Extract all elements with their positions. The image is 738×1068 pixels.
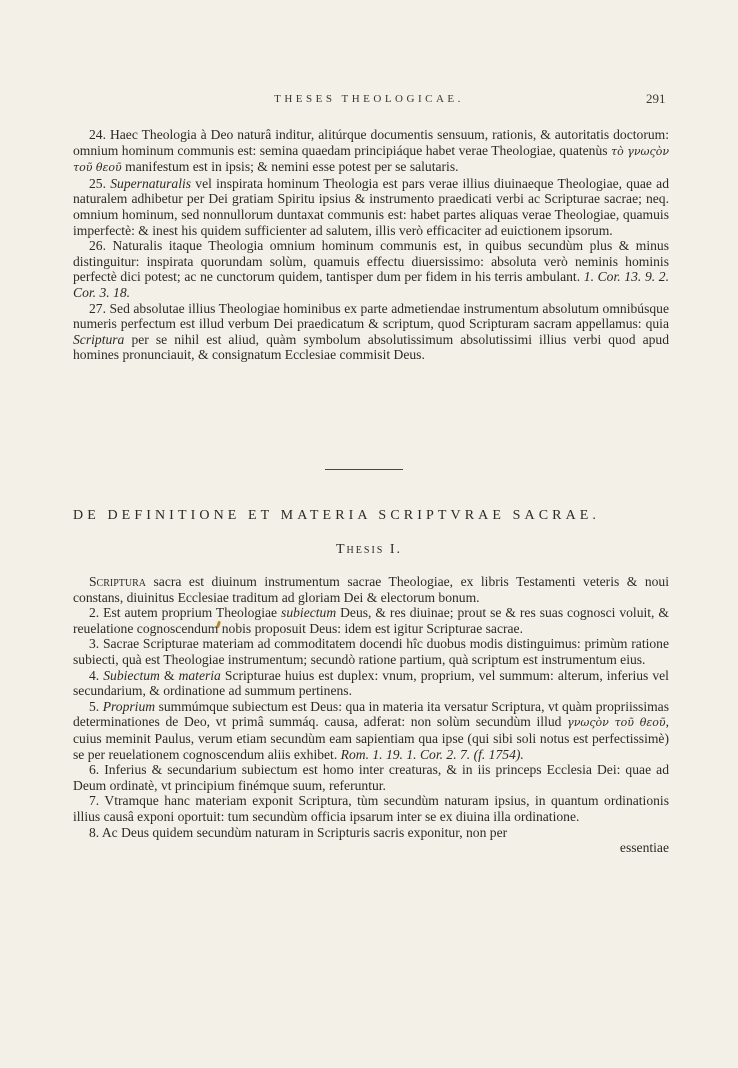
thesis-I-4-text: Scripturae huius est duplex: vnum, proprium, vel summum: alterum, inferius vel secundarium, & ordinatione ad summum pertinens. — [73, 667, 669, 699]
thesis-24-text-a: 24. Haec Theologia à Deo naturâ inditur, alitúrque documentis sensuum, rationis, & autoritatis doctorum: omnium hominum communis est: semina quaedam principiáque habet verae Theologiae, quatenùs — [73, 127, 669, 158]
thesis-25-number: 25. — [89, 175, 106, 191]
thesis-I-4 — [73, 668, 669, 699]
thesis-I-1-lead: Scriptura — [89, 574, 147, 589]
running-head: THESES THEOLOGICAE. — [274, 93, 464, 105]
thesis-27-text-b: per se nihil est aliud, quàm symbolum absolutissimum absolutissimi illius verbi quod apud homines pronunciauit, & consignatum Ecclesiae commisit Deus. — [73, 331, 669, 363]
thesis-I-2-text-b: Deus, & res diuinae; prout se & res suas cognosci voluit, & reuelatione cognoscendum nobis proposuit Deus: idem est igitur Scripturae sacrae. — [73, 605, 669, 636]
thesis-25-text: vel inspirata hominum Theologia est pars verae illius diuinaeque Theologiae, quae ad naturalem adhibetur per Dei gratiam Spiritu ipsius & instrumento praedicati verbi ac Scripturae sacrae; neq. omnium hominum, sed nonnullorum duntaxat communis est: habet partes aliquas verae Theologiae, quamuis imperfectè: & inest his quidem sufficienter ad salutem, illis verò efficaciter ad euictionem ipsorum. — [73, 175, 669, 238]
thesis-I-4-italic-2: materia — [178, 667, 221, 683]
thesis-I-3: 3. Sacrae Scripturae materiam ad commoditatem docendi hîc duobus modis distinguimus: primùm ratione subiecti, quà est Theologiae instrumentum; secundò ratione partium, quà scriptum est instrumentum eius. — [73, 636, 669, 667]
section-divider — [325, 469, 403, 470]
thesis-I-7: 7. Vtramque hanc materiam exponit Scriptura, tùm secundùm naturam ipsius, in quantum ordinationis illius causâ exponi oportuit: tum secundùm officia ipsarum inter se ex diuina illa ordinatione. — [73, 793, 669, 824]
thesis-26-text: 26. Naturalis itaque Theologia omnium hominum communis est, in quibus secundùm plus & minus distinguitur: inspirata quorundam solùm, quamuis effectu diuersissimo: absoluta verò neminis hominis perfectè dici potest; ac ne cunctorum quidem, tantisper dum per fidem in his terris ambulant. — [73, 238, 669, 285]
thesis-I-6: 6. Inferius & secundarium subiectum est homo inter creaturas, & in iis princeps Ecclesia Dei: quae ad Deum ordinatè, vt principium finémque suum, referuntur. — [73, 762, 669, 793]
thesis-26 — [73, 238, 669, 300]
thesis-I-5-text-b: , cuius meminit Paulus, verum etiam secundùm eam sapientiam qua ipse (qui sibi soli notus est perfectissimè) se per reuelationem cognoscendum aliis exhibet. — [73, 714, 669, 762]
thesis-24-text-b: manifestum est in ipsis; & nemini esse potest per se salutaris. — [125, 159, 459, 175]
thesis-I-5-italic: Proprium — [102, 698, 156, 714]
thesis-I-2 — [73, 605, 669, 636]
thesis-I-5-text-a: summúmque subiectum est Deus: qua in materia ita versatur Scriptura, vt quàm propriissimas determinationes de Deo, vt primâ summáq. causa, adferat: non solùm secundùm illud — [73, 698, 669, 730]
thesis-I-2-text-a: 2. Est autem proprium Theologiae — [89, 605, 278, 621]
page-number: 291 — [646, 91, 666, 106]
thesis-27-text-a: 27. Sed absolutae illius Theologiae hominibus ex parte admetiendae instrumentum absolutum omnibúsque numeris perfectum est illud verbum Dei praedicatum & scriptum, quod Scripturam sacram appellamus: quia — [73, 300, 669, 332]
thesis-25-italic: Supernaturalis — [110, 175, 192, 191]
thesis-I-5-reference: Rom. 1. 19. 1. Cor. 2. 7. (f. 1754). — [340, 746, 524, 762]
thesis-27-italic: Scriptura — [73, 331, 125, 347]
thesis-I-4-italic-1: Subiectum — [103, 667, 160, 683]
thesis-I-4-amp: & — [163, 667, 175, 683]
catchword: essentiae — [619, 840, 669, 856]
thesis-I-4-number: 4. — [89, 667, 100, 683]
thesis-I-block — [73, 574, 669, 856]
thesis-27 — [73, 301, 669, 363]
theses-24-27-block — [73, 127, 669, 363]
greek-phrase: τὸ γνωςὸν τοῦ θεοῦ — [73, 144, 670, 175]
thesis-25 — [73, 176, 669, 238]
thesis-I-5 — [73, 699, 669, 762]
thesis-I-5-number: 5. — [89, 698, 100, 714]
thesis-I-8: 8. Ac Deus quidem secundùm naturam in Scripturis sacris exponitur, non per — [89, 824, 508, 840]
thesis-I-2-italic: subiectum — [281, 605, 337, 621]
thesis-I-1-text: sacra est diuinum instrumentum sacrae Theologiae, ex libris Testamenti veteris & noui constans, diuinitus Ecclesiae traditum ad gloriam Dei & electorum bonum. — [73, 574, 669, 605]
thesis-26-reference: 1. Cor. 13. 9. 2. Cor. 3. 18. — [73, 269, 669, 300]
thesis-24 — [73, 127, 669, 176]
thesis-I-1 — [73, 574, 669, 605]
greek-phrase: γνωςὸν τοῦ θεοῦ — [567, 716, 666, 730]
thesis-heading: Thesis I. — [336, 542, 402, 557]
section-title: DE DEFINITIONE ET MATERIA SCRIPTVRAE SACRAE. — [73, 508, 601, 523]
